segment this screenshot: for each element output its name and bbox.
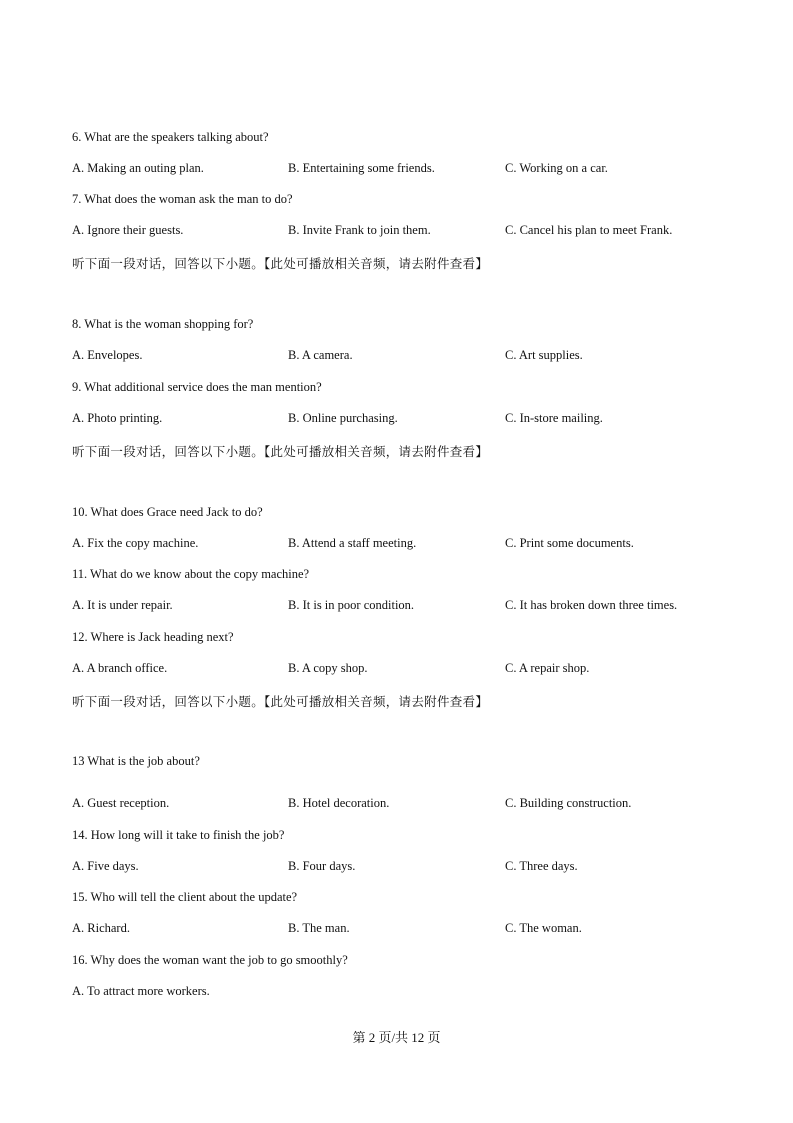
question-11-option-a: A. It is under repair.	[72, 598, 173, 612]
page-number: 第 2 页/共 12 页	[352, 1030, 441, 1045]
question-7-option-a: A. Ignore their guests.	[72, 223, 184, 237]
question-8-option-b: B. A camera.	[288, 348, 353, 362]
question-6-option-a: A. Making an outing plan.	[72, 161, 204, 175]
question-12-option-a: A. A branch office.	[72, 661, 168, 675]
question-14: 14. How long will it take to finish the job?	[72, 828, 285, 842]
question-8-option-a: A. Envelopes.	[72, 348, 143, 362]
listening-instruction: 听下面一段对话，回答以下小题。【此处可播放相关音频，请去附件查看】	[72, 256, 489, 271]
question-16: 16. Why does the woman want the job to go smoothly?	[72, 953, 348, 967]
question-14-option-c: C. Three days.	[505, 859, 578, 873]
question-16-option-a: A. To attract more workers.	[72, 984, 210, 998]
question-13-option-a: A. Guest reception.	[72, 796, 170, 810]
question-15-option-b: B. The man.	[288, 921, 350, 935]
listening-instruction: 听下面一段对话，回答以下小题。【此处可播放相关音频，请去附件查看】	[72, 694, 489, 709]
question-12: 12. Where is Jack heading next?	[72, 630, 234, 644]
question-10: 10. What does Grace need Jack to do?	[72, 505, 263, 519]
question-11: 11. What do we know about the copy machine?	[72, 567, 310, 581]
question-9-option-b: B. Online purchasing.	[288, 411, 398, 425]
question-10-option-b: B. Attend a staff meeting.	[288, 536, 417, 550]
question-9-option-a: A. Photo printing.	[72, 411, 163, 425]
question-13-option-b: B. Hotel decoration.	[288, 796, 390, 810]
question-6-option-b: B. Entertaining some friends.	[288, 161, 435, 175]
question-7-option-b: B. Invite Frank to join them.	[288, 223, 431, 237]
question-14-option-b: B. Four days.	[288, 859, 356, 873]
question-10-option-a: A. Fix the copy machine.	[72, 536, 199, 550]
question-15: 15. Who will tell the client about the update?	[72, 890, 298, 904]
listening-instruction: 听下面一段对话，回答以下小题。【此处可播放相关音频，请去附件查看】	[72, 444, 489, 459]
question-11-option-b: B. It is in poor condition.	[288, 598, 415, 612]
question-13: 13 What is the job about?	[72, 754, 200, 768]
question-6: 6. What are the speakers talking about?	[72, 130, 269, 144]
question-7-option-c: C. Cancel his plan to meet Frank.	[505, 223, 673, 237]
question-15-option-a: A. Richard.	[72, 921, 130, 935]
question-8: 8. What is the woman shopping for?	[72, 317, 254, 331]
question-14-option-a: A. Five days.	[72, 859, 139, 873]
question-8-option-c: C. Art supplies.	[505, 348, 583, 362]
question-11-option-c: C. It has broken down three times.	[505, 598, 678, 612]
question-13-option-c: C. Building construction.	[505, 796, 632, 810]
question-7: 7. What does the woman ask the man to do?	[72, 192, 293, 206]
question-12-option-c: C. A repair shop.	[505, 661, 590, 675]
question-15-option-c: C. The woman.	[505, 921, 582, 935]
question-9: 9. What additional service does the man mention?	[72, 380, 322, 394]
question-6-option-c: C. Working on a car.	[505, 161, 608, 175]
question-12-option-b: B. A copy shop.	[288, 661, 368, 675]
question-9-option-c: C. In-store mailing.	[505, 411, 603, 425]
question-10-option-c: C. Print some documents.	[505, 536, 634, 550]
